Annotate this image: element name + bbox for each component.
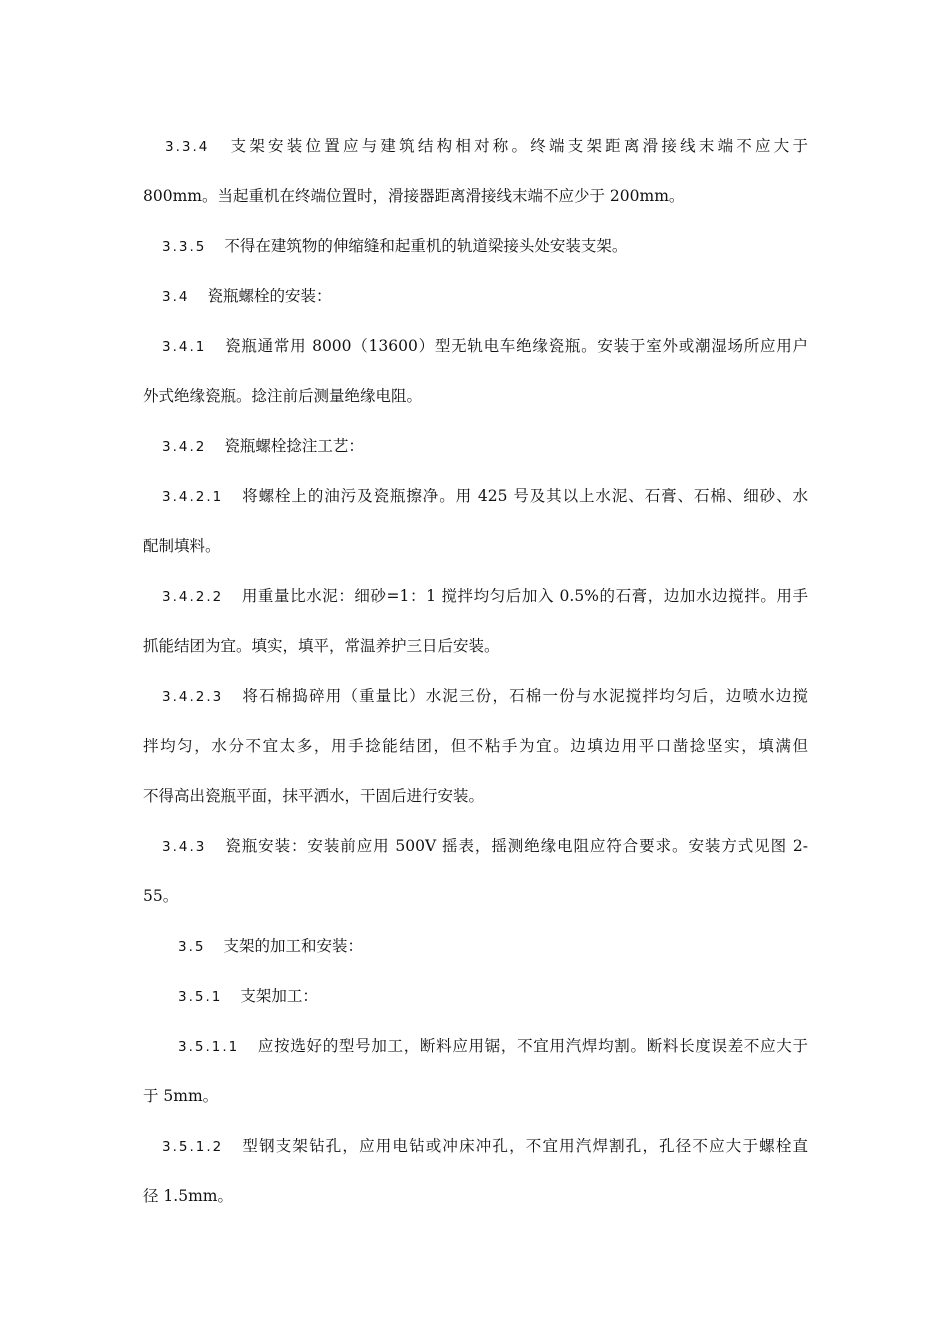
section-number: 3.4.2.3 <box>162 689 224 705</box>
paragraph-text: 瓷瓶安装：安装前应用 500V 摇表，摇测绝缘电阻应符合要求。安装方式见图 2- <box>224 837 808 855</box>
section-number: 3.3.5 <box>162 239 207 255</box>
section-number: 3.4.2.1 <box>162 489 224 505</box>
paragraph-3-5-1-1-line-1 <box>178 1036 808 1057</box>
section-heading-3-4-2 <box>162 436 808 457</box>
paragraph-3-4-2-1-line-2: 配制填料。 <box>143 537 221 555</box>
paragraph-3-5-1-2-line-2: 径 1.5mm。 <box>143 1187 233 1205</box>
paragraph-3-4-3-line-1 <box>162 836 808 857</box>
paragraph-text: 用重量比水泥：细砂=1：1 搅拌均匀后加入 0.5%的石膏，边加水边搅拌。用手 <box>241 587 808 605</box>
paragraph-3-4-2-2-line-1 <box>162 586 808 607</box>
paragraph-3-5-1-1-line-2: 于 5mm。 <box>143 1087 219 1105</box>
section-title: 瓷瓶螺栓的安装： <box>207 287 332 305</box>
paragraph-3-4-2-2-line-2: 抓能结团为宜。填实，填平，常温养护三日后安装。 <box>143 637 500 655</box>
paragraph-text: 瓷瓶通常用 8000（13600）型无轨电车绝缘瓷瓶。安装于室外或潮湿场所应用户 <box>224 337 808 355</box>
paragraph-3-4-3-line-2: 55。 <box>143 887 179 905</box>
paragraph-text: 支架安装位置应与建筑结构相对称。终端支架距离滑接线末端不应大于 <box>227 137 808 155</box>
section-number: 3.5 <box>178 939 206 955</box>
paragraph-text: 应按选好的型号加工，断料应用锯，不宜用汽焊均割。断料长度误差不应大于 <box>257 1037 808 1055</box>
paragraph-text: 型钢支架钻孔，应用电钻或冲床冲孔，不宜用汽焊割孔，孔径不应大于螺栓直 <box>241 1137 808 1155</box>
section-title: 支架加工： <box>240 987 318 1005</box>
section-number: 3.4.2 <box>162 439 207 455</box>
section-number: 3.4.1 <box>162 339 207 355</box>
paragraph-3-3-4-line-1 <box>165 136 808 157</box>
section-title: 瓷瓶螺栓捻注工艺： <box>224 437 364 455</box>
paragraph-3-4-2-3-line-2: 拌均匀，水分不宜太多，用手捻能结团，但不粘手为宜。边填边用平口凿捻坚实，填满但 <box>143 737 808 755</box>
section-title: 支架的加工和安装： <box>223 937 363 955</box>
section-heading-3-5 <box>178 936 808 957</box>
section-heading-3-4 <box>162 286 808 307</box>
paragraph-3-4-2-3-line-1 <box>162 686 808 707</box>
paragraph-text: 将石棉捣碎用（重量比）水泥三份，石棉一份与水泥搅拌均匀后，边喷水边搅 <box>241 687 808 705</box>
paragraph-text: 不得在建筑物的伸缩缝和起重机的轨道梁接头处安装支架。 <box>224 237 628 255</box>
paragraph-text: 将螺栓上的油污及瓷瓶擦净。用 425 号及其以上水泥、石膏、石棉、细砂、水 <box>241 487 808 505</box>
section-number: 3.5.1.1 <box>178 1039 240 1055</box>
section-number: 3.4.2.2 <box>162 589 224 605</box>
section-number: 3.5.1.2 <box>162 1139 224 1155</box>
paragraph-3-4-2-3-line-3: 不得高出瓷瓶平面，抹平洒水，干固后进行安装。 <box>143 787 485 805</box>
section-number: 3.4 <box>162 289 190 305</box>
paragraph-3-3-5 <box>162 236 808 257</box>
paragraph-3-4-1-line-1 <box>162 336 808 357</box>
paragraph-3-3-4-line-2: 800mm。当起重机在终端位置时，滑接器距离滑接线末端不应少于 200mm。 <box>143 187 685 205</box>
paragraph-3-4-1-line-2: 外式绝缘瓷瓶。捻注前后测量绝缘电阻。 <box>143 387 423 405</box>
section-number: 3.5.1 <box>178 989 223 1005</box>
section-heading-3-5-1 <box>178 986 808 1007</box>
paragraph-3-4-2-1-line-1 <box>162 486 808 507</box>
section-number: 3.3.4 <box>165 139 210 155</box>
section-number: 3.4.3 <box>162 839 207 855</box>
paragraph-3-5-1-2-line-1 <box>162 1136 808 1157</box>
